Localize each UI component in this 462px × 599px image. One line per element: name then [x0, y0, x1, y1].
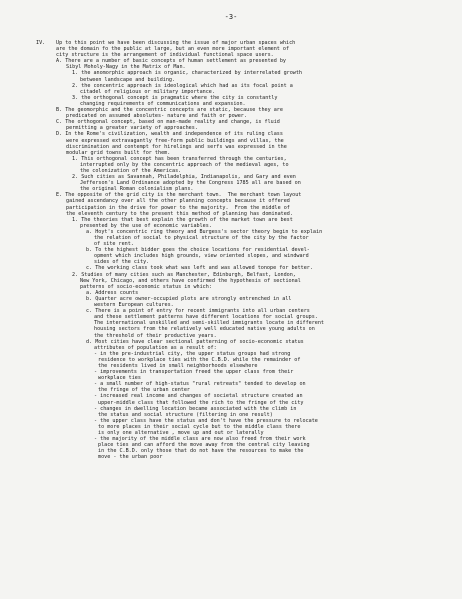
text-line: the status and social structure (filtering in one result) — [98, 411, 273, 418]
text-line: D. In the Rome's civilization, wealth and independence of its ruling class — [56, 131, 283, 138]
text-line: c. There is a point of entry for recent immigrants into all urban centers — [86, 308, 310, 315]
text-line: - changes in dwelling location became associated with the climb in — [94, 405, 297, 412]
text-line: 3. the orthogonal concept is pragmatic where the city is constantly — [72, 94, 278, 101]
text-line: citadel of religious or military importance. — [80, 88, 215, 95]
text-line: place ties and can afford the move away from the central city leaving — [98, 442, 310, 449]
text-line: Jefferson's Land Ordinance adopted by the Congress 1785 all are based on — [80, 180, 301, 187]
text-line: modular grid towns built for them. — [66, 149, 171, 156]
text-line: permitting a greater variety of approaches. — [66, 125, 198, 132]
text-line: interrupted only by the concentric approach of the medieval ages, to — [80, 161, 289, 168]
text-line: city structure is the arrangement of individual functional space users. — [56, 52, 274, 59]
text-line: 1. the anomorphic approach is organic, characterized by interrelated growth — [72, 70, 303, 77]
text-line: a. Address counts — [86, 289, 139, 296]
text-line: c. The working class took what was left and was allowed tonope for better. — [86, 265, 313, 272]
text-line: workplace ties — [98, 375, 141, 382]
text-line: A. There are a number of basic concepts of human settlement as presented by — [56, 58, 287, 65]
text-line: and these settlement patterns have different locations for social groups. — [94, 314, 318, 321]
page-number: -3- — [224, 13, 238, 21]
text-line: the fringe of the urban center — [98, 387, 191, 394]
text-line: 2. Studies of many cities such as Manchester, Edinburgh, Belfast, London, — [72, 271, 296, 278]
text-line: - the majority of the middle class are now also freed from their work — [94, 436, 306, 443]
text-line: participation in the drive for power to the majority. From the middle of — [66, 204, 290, 211]
text-line: the colonization of the Americas. — [80, 167, 182, 174]
text-line: b. To the highest bidder goes the choice locations for residential devel- — [86, 247, 310, 254]
text-line: - a small number of high-status "rural retreats" tended to develop on — [94, 381, 306, 388]
text-line: 1. The theories that best explain the growth of the market town are best — [72, 216, 293, 223]
text-line: 1. This orthogonal concept has been transferred through the centuries, — [72, 155, 287, 162]
text-line: changing requirements of communications and expansion. — [80, 100, 246, 107]
text-line: housing sectors from the relatively well educated native young adults on — [94, 326, 315, 333]
text-line: in the C.B.D. only those that do not have the resources to make the — [98, 448, 304, 455]
text-line: upper-middle class that followed the rich to the fringe of the city — [98, 399, 304, 406]
text-line: gained ascendancy over all the other planning concepts because it offered — [66, 198, 290, 205]
text-line: patterns of socio-economic status in which: — [80, 283, 212, 290]
text-line: predicated on assumed absolutes- nature and faith or power. — [66, 113, 247, 120]
section-number: IV. — [36, 40, 46, 46]
text-line: 2. the concentric approach is ideological which had as its focal point a — [72, 82, 293, 89]
text-line: - increased real income and changes of societal structure created an — [94, 393, 303, 400]
text-line: - in the pre-industrial city, the upper status groups had strong — [94, 350, 291, 357]
text-line: are the domain fo the public at large, but an even more important element of — [56, 46, 290, 53]
text-line: The international unskilled and semi-skilled immigrants locate in different — [94, 320, 325, 327]
text-line: were expressed extravagantly free-form public buildings and villas, the — [66, 137, 284, 144]
text-line: western European cultures. — [94, 302, 174, 309]
text-line: is only one alternative , move up and out or laterally — [98, 430, 264, 436]
text-line: the original Roman colonialism plans. — [80, 186, 194, 193]
text-line: d. Most cities have clear sectional patterning of socio-economic status — [86, 338, 304, 345]
text-line: B. The geomorphic and the concentric concepts are static, because they are — [56, 107, 283, 114]
text-line: the residents lived in small neighborhoods elsewhere — [98, 362, 258, 369]
text-line: the threshold of their productive years. — [94, 332, 217, 339]
outline-lines — [36, 40, 446, 460]
text-line: 2. Such cities as Savannah, Philadelphia, Indianapolis, and Gary and even — [72, 174, 296, 181]
text-line: opment which includes high grounds, view oriented slopes, and windward — [94, 253, 309, 260]
text-line: move - the urban poor — [98, 454, 163, 461]
text-line: C. The orthogonal concept, based on man-made reality and change, is fluid — [56, 119, 280, 126]
outline-body — [36, 40, 446, 460]
text-line: Up to this point we have been discussing the issue of major urban spaces which — [56, 40, 296, 46]
text-line: discrimination and contempt for hirelings and serfs was expressed in the — [66, 143, 287, 150]
text-line: to more places in their social cycle but to the middle class there — [98, 423, 301, 430]
text-line: Sibyl Moholy-Nagy in the Matrix of Man. — [66, 64, 186, 71]
text-line: - the upper class have the status and don't have the pressure to relocate — [94, 417, 318, 424]
text-line: b. Quarter acre owner-occupied plots are strongly entrenched in all — [86, 295, 292, 302]
text-line: of site rent. — [94, 241, 134, 248]
text-line: between landscape and building. — [80, 76, 176, 83]
text-line: - improvements in transportation freed the upper class from their — [94, 369, 294, 376]
text-line: E. The opposite of the grid city is the merchant town. The merchant town layout — [56, 192, 302, 199]
text-line: residence to workplace ties with the C.B.D. while the remainder of — [98, 356, 301, 363]
text-line: presented by the use of economic variables. — [80, 222, 212, 229]
text-line: the relation of social to physical structure of the city by the factor — [94, 235, 309, 241]
text-line: the eleventh century to the present this method of planning has dominated. — [66, 210, 293, 217]
text-line: a. Hoyt's concentric ring theory and Burgess's sector theory begin to explain — [86, 228, 323, 235]
text-line: attributes of population as a result of: — [94, 344, 217, 351]
text-line: sides of the city. — [94, 259, 150, 266]
text-line: New York, Chicago, and others have confirmed the hypothesis of sectional — [80, 277, 301, 284]
